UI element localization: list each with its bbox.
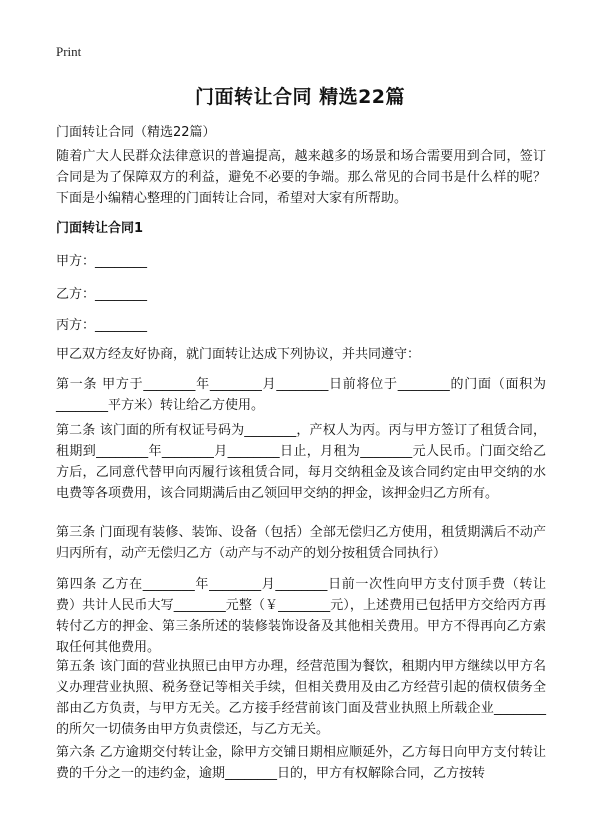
clause-2: 第二条 该门面的所有权证号码为________，产权人为丙。丙与甲方签订了租赁合同，租期到________年________月________日止，月租为________元人民币。门面交给乙方后，乙同意代替甲向丙履行该租赁合同，每月交纳租金及该合同约定由甲交纳的水电费等各项费用，该合同期满后由乙领回甲交纳的押金，该押金归乙方所有。 (56, 423, 546, 501)
page-title: 门面转让合同 精选22篇 (194, 86, 406, 108)
clause-6: 第六条 乙方逾期交付转让金，除甲方交铺日期相应顺延外，乙方每日向甲方支付转让费的千分之一的违约金，逾期________日的，甲方有权解除合同，乙方按转 (56, 745, 546, 781)
party-c-line: 丙方：________ (56, 318, 148, 333)
print-link[interactable]: Print (56, 44, 82, 59)
document-subtitle: 门面转让合同（精选22篇） (56, 125, 216, 140)
clause-4: 第四条 乙方在________年________月________日前一次性向甲方支付顶手费（转让费）共计人民币大写________元整（￥________元），上述费用已包括甲方交给丙方再转付乙方的押金、第三条所述的装修装饰设备及其他相关费用。甲方不得再向乙方索取任何其他费用。 (56, 577, 546, 655)
clause-5: 第五条 该门面的营业执照已由甲方办理，经营范围为餐饮，租期内甲方继续以甲方名义办理营业执照、税务登记等相关手续，但相关费用及由乙方经营引起的债权债务全部由乙方负责，与甲方无关。乙方接手经营前该门面及营业执照上所载企业________的所欠一切债务由甲方负责偿还，与乙方无关。 (56, 659, 546, 737)
clause-1: 第一条 甲方于________年________月________日前将位于________的门面（面积为________平方米）转让给乙方使用。 (56, 377, 546, 413)
agreement-paragraph: 甲乙双方经友好协商，就门面转让达成下列协议，并共同遵守： (56, 347, 421, 362)
intro-paragraph: 随着广大人民群众法律意识的普遍提高，越来越多的场景和场合需要用到合同，签订合同是为了保障双方的利益，避免不必要的争端。那么常见的合同书是什么样的呢？下面是小编精心整理的门面转让合同，希望对大家有所帮助。 (56, 149, 546, 206)
section-heading: 门面转让合同1 (56, 221, 144, 236)
party-a-line: 甲方：________ (56, 254, 148, 269)
party-b-line: 乙方：________ (56, 287, 148, 302)
clause-3: 第三条 门面现有装修、装饰、设备（包括）全部无偿归乙方使用，租赁期满后不动产归丙所有，动产无偿归乙方（动产与不动产的划分按租赁合同执行） (56, 525, 546, 561)
